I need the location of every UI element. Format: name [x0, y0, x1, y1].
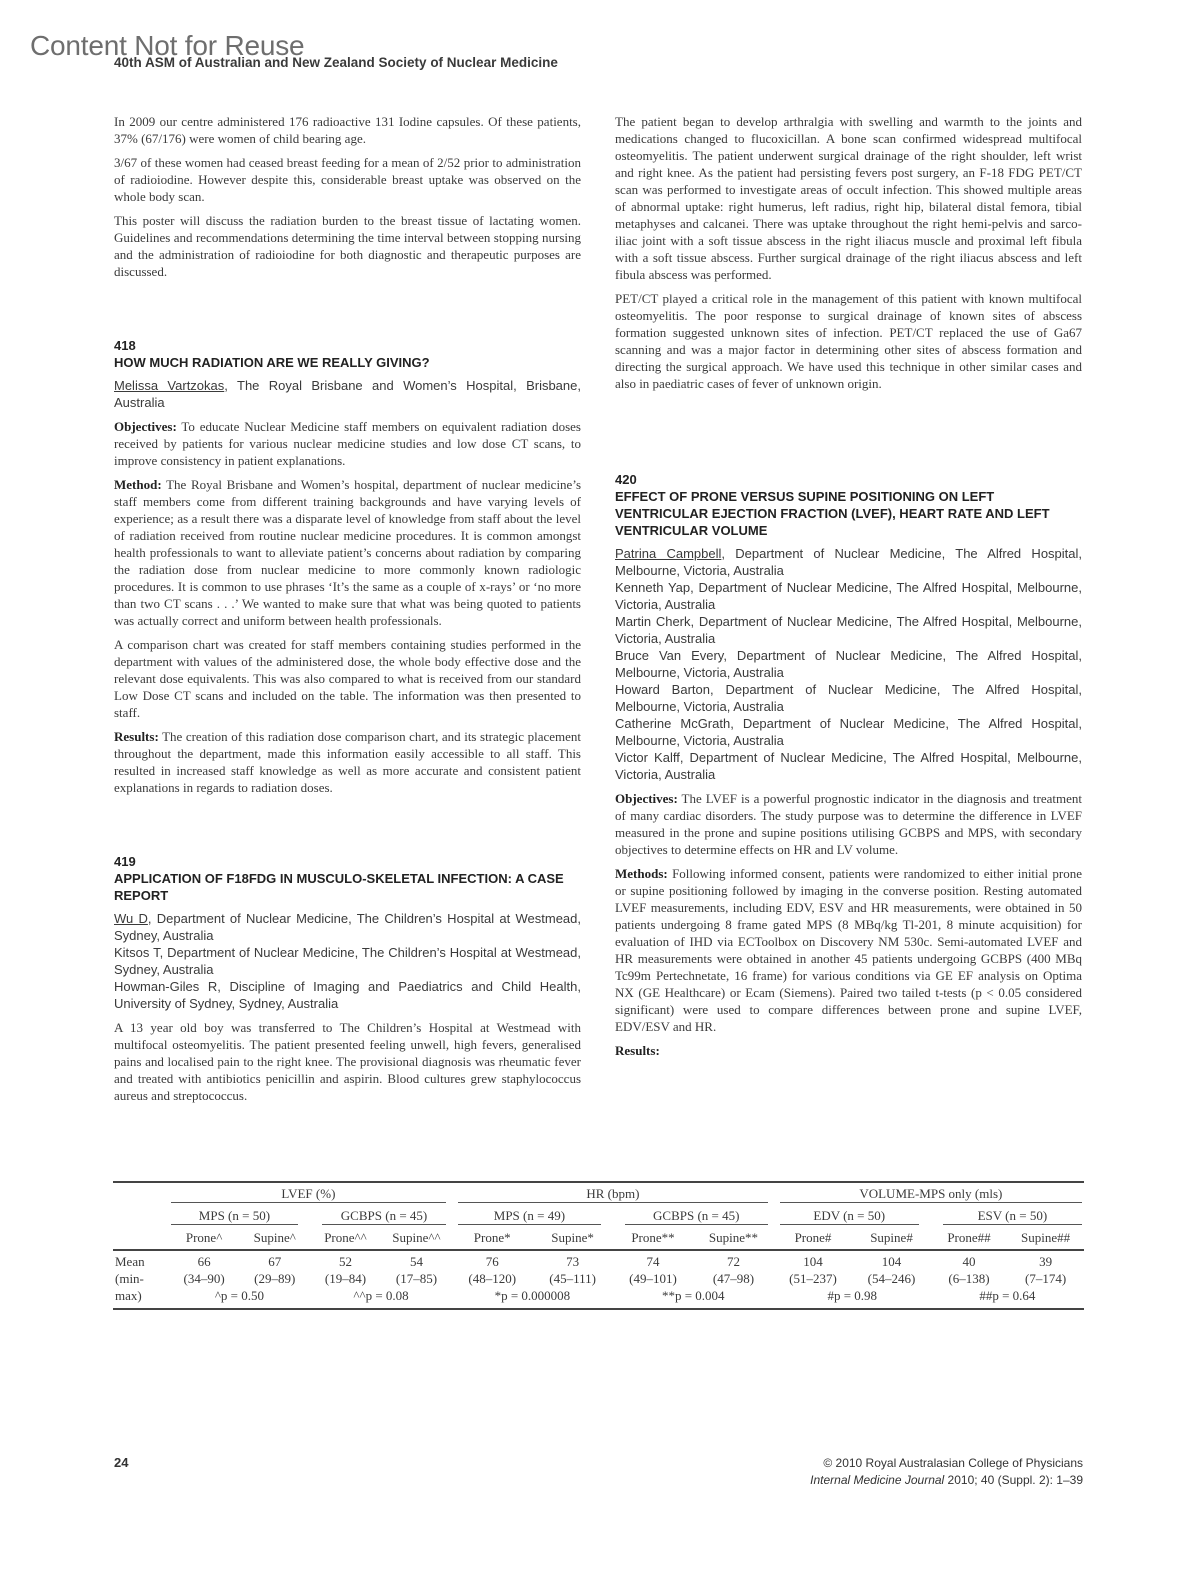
column-header: Supine^^ [381, 1227, 452, 1250]
table-row-range [113, 1271, 1084, 1288]
author-entry: Bruce Van Every, Department of Nuclear Medicine, The Alfred Hospital, Melbourne, Victoria, Australia [615, 648, 1082, 680]
abstract-title: EFFECT OF PRONE VERSUS SUPINE POSITIONING ON LEFT VENTRICULAR EJECTION FRACTION (LVEF), HEART RATE AND LEFT VENTRICULAR VOLUME [615, 489, 1050, 538]
watermark: Content Not for Reuse [30, 30, 305, 61]
p-value-cell: ##p = 0.64 [931, 1288, 1084, 1309]
method-text: The Royal Brisbane and Women’s hospital, department of nuclear medicine’s staff members come from different training backgrounds and have varying levels of experience; as a result there was a disparate level of knowledge from staff about the level of radiation received from routine nuclear medicine procedures. It is common amongst health professionals to want to alleviate patient’s concerns about radiation by comparing the radiation dose from nuclear medicine to more commonly known radiologic procedures. It is common to use phrases ‘It’s the same as a couple of x-rays’ or ‘no more than two CT scans . . .’ We wanted to make sure that what was being quoted to patients was actually correct and uniform between health professionals. [114, 477, 581, 628]
presenter-affiliation: , Department of Nuclear Medicine, The Children’s Hospital at Westmead, Sydney, Australia [114, 911, 581, 943]
body-paragraph: PET/CT played a critical role in the management of this patient with known multifocal osteomyelitis. The poor response to surgical drainage of known sites of abscess formation suggested unknown sites of infection. PET/CT replaced the use of Ga67 scanning and was a major factor in determining other sites of abscess formation and directing the surgical approach. We have used this technique in other similar cases and also in paediatric cases of fever of unknown origin. [615, 291, 1082, 391]
methods-label: Methods: [615, 866, 668, 881]
column-header: Prone^ [169, 1227, 240, 1250]
author-list [114, 910, 581, 1012]
column-group-header: HR (bpm) [458, 1186, 768, 1203]
range-cell: (34–90) [183, 1271, 225, 1286]
mean-cell: 74 [646, 1254, 660, 1269]
author-entry: Howman-Giles R, Discipline of Imaging and Paediatrics and Child Health, University of Sydney, Sydney, Australia [114, 979, 581, 1011]
author-entry: Howard Barton, Department of Nuclear Medicine, The Alfred Hospital, Melbourne, Victoria, Australia [615, 682, 1082, 714]
column-subgroup-header: GCBPS (n = 45) [625, 1208, 768, 1225]
range-cell: (54–246) [867, 1271, 916, 1286]
copyright-notice: © 2010 Royal Australasian College of Physicians [823, 1456, 1083, 1470]
results-label: Results: [114, 729, 159, 744]
methods-text: Following informed consent, patients were randomized to either initial prone or supine positioning followed by imaging in the converse position. Resting automated LVEF measurements, including EDV, ESV and HR measurements, were obtained in 50 patients undergoing 8 frame gated MPS (8 MBq/kg Tl-201, 8 minute acquisition) for evaluation of IHD via ECToolbox on Discovery NM 530c. Semi-automated LVEF and HR measurements were obtained in another 45 patients undergoing GCBPS (400 MBq Tc99m Pertechnetate, 16 frame) for various conditions via GE EF analysis on Optima NX (GE Healthcare) or Ecam (Siemens). Paired two tailed t-tests (p < 0.05 considered significant) were used to compare differences between prone and supine LVEF, EDV/ESV and HR. [615, 866, 1082, 1034]
page-number: 24 [114, 1455, 129, 1470]
abstract-420 [615, 471, 1082, 1059]
presenter-affiliation: , Department of Nuclear Medicine, The Alfred Hospital, Melbourne, Victoria, Australia [615, 546, 1083, 578]
intro-paragraph: 3/67 of these women had ceased breast feeding for a mean of 2/52 prior to administration of radioiodine. However despite this, considerable breast uptake was observed on the whole body scan. [114, 155, 581, 204]
column-header: Prone* [452, 1227, 532, 1250]
table-column-header-row [113, 1227, 1084, 1250]
table-header-subgroup-row [113, 1205, 1084, 1227]
author-entry: Martin Cherk, Department of Nuclear Medicine, The Alfred Hospital, Melbourne, Victoria, Australia [615, 614, 1082, 646]
objectives-text: To educate Nuclear Medicine staff members on equivalent radiation doses received by patients for various nuclear medicine studies and low dose CT scans, to improve consistency in patient explanations. [114, 419, 581, 468]
column-header: Supine# [852, 1227, 931, 1250]
mean-cell: 52 [338, 1254, 352, 1269]
column-subgroup-header: GCBPS (n = 45) [322, 1208, 446, 1225]
range-cell: (45–111) [549, 1271, 596, 1286]
abstract-418 [114, 337, 581, 796]
mean-cell: 39 [1039, 1254, 1053, 1269]
author-entry: Victor Kalff, Department of Nuclear Medicine, The Alfred Hospital, Melbourne, Victoria, Australia [615, 750, 1082, 782]
p-value-cell: **p = 0.004 [613, 1288, 774, 1309]
presenter-name: Wu D [114, 911, 148, 926]
mean-cell: 72 [726, 1254, 740, 1269]
objectives-label: Objectives: [114, 419, 177, 434]
results-table [113, 1181, 1084, 1310]
abstract-number: 420 [615, 472, 637, 487]
p-value-cell: #p = 0.98 [774, 1288, 931, 1309]
range-cell: (17–85) [395, 1271, 438, 1286]
methods-paragraph [615, 865, 1082, 1035]
column-header: Prone# [774, 1227, 853, 1250]
column-header: Supine^ [239, 1227, 310, 1250]
objectives-label: Objectives: [615, 791, 678, 806]
abstract-number: 419 [114, 854, 136, 869]
p-value-cell: ^p = 0.50 [169, 1288, 310, 1309]
abstract-title: HOW MUCH RADIATION ARE WE REALLY GIVING? [114, 355, 430, 370]
left-column [114, 113, 581, 1111]
presenter-affiliation: , The Royal Brisbane and Women’s Hospital, Brisbane, Australia [114, 378, 581, 410]
objectives-paragraph [615, 790, 1082, 858]
author-entry: Catherine McGrath, Department of Nuclear Medicine, The Alfred Hospital, Melbourne, Victoria, Australia [615, 716, 1082, 748]
intro-paragraph: In 2009 our centre administered 176 radioactive 131 Iodine capsules. Of these patients, 37% (67/176) were women of child bearing age. [114, 114, 581, 146]
column-group-header: VOLUME-MPS only (mls) [780, 1186, 1082, 1203]
author-list [114, 377, 581, 411]
body-paragraph: The patient began to develop arthralgia with swelling and warmth to the joints and medications changed to flucoxicillan. A bone scan confirmed widespread multifocal osteomyelitis. The patient underwent surgical drainage of the right shoulder, left wrist and right knee. As the patient had persisting fevers post surgery, an F-18 FDG PET/CT scan was performed to investigate areas of occult infection. This showed multiple areas of abnormal uptake: right humerus, left radius, right hip, bilateral distal femora, tibial metaphyses and calcanei. There was uptake throughout the right hemi-pelvis and sarco-iliac joint with a soft tissue abscess in the right iliacus muscle and proximal left fibula with a soft tissue abscess. Further surgical drainage of the right iliacus abscess and left fibula abscess was performed. [615, 114, 1082, 282]
method-label: Method: [114, 477, 162, 492]
mean-cell: 76 [485, 1254, 499, 1269]
method-paragraph [114, 476, 581, 629]
author-entry: Kitsos T, Department of Nuclear Medicine, The Children’s Hospital at Westmead, Sydney, Australia [114, 945, 581, 977]
row-label: (min- [115, 1271, 144, 1286]
range-cell: (47–98) [712, 1271, 755, 1286]
citation-details: 2010; 40 (Suppl. 2): 1–39 [944, 1473, 1083, 1487]
presenter-name: Patrina Campbell [615, 546, 722, 561]
author-entry: Kenneth Yap, Department of Nuclear Medicine, The Alfred Hospital, Melbourne, Victoria, Australia [615, 580, 1082, 612]
p-value-cell: ^^p = 0.08 [310, 1288, 452, 1309]
method-paragraph-2: A comparison chart was created for staff members containing studies performed in the department with values of the administered dose, the whole body effective dose and the relevant dose equivalents. This was also compared to what is received from our standard Low Dose CT scans and included on the table. The information was then presented to staff. [114, 637, 581, 720]
range-cell: (7–174) [1025, 1271, 1067, 1286]
row-label: max) [113, 1288, 169, 1309]
journal-citation [810, 1472, 1083, 1489]
range-cell: (6–138) [948, 1271, 990, 1286]
running-head: 40th ASM of Australian and New Zealand Society of Nuclear Medicine [114, 55, 558, 70]
range-cell: (51–237) [789, 1271, 837, 1286]
mean-cell: 40 [962, 1254, 976, 1269]
results-text: The creation of this radiation dose comparison chart, and its strategic placement throughout the department, made this information easily accessible to all staff. This resulted in increased staff knowledge as well as more accurate and consistent patient explanations in regards to radiation doses. [114, 729, 581, 795]
table-header-group-row [113, 1182, 1084, 1205]
column-subgroup-header: MPS (n = 49) [458, 1208, 601, 1225]
intro-paragraph: This poster will discuss the radiation burden to the breast tissue of lactating women. Guidelines and recommendations determining the time interval between stopping nursing and the administration of radioiodine for both diagnostic and therapeutic purposes are discussed. [114, 213, 581, 279]
column-group-header: LVEF (%) [171, 1186, 446, 1203]
column-header: Prone^^ [310, 1227, 381, 1250]
row-label: Mean [115, 1254, 145, 1269]
range-cell: (49–101) [629, 1271, 677, 1286]
p-value-cell: *p = 0.000008 [452, 1288, 613, 1309]
column-header: Supine** [693, 1227, 774, 1250]
objectives-text: The LVEF is a powerful prognostic indicator in the diagnosis and treatment of many cardiac disorders. The study purpose was to determine the difference in LVEF measured in the prone and supine positions utilising GCBPS and MPS, with secondary objectives to determine effects on HR and LV volume. [615, 791, 1082, 857]
abstract-number: 418 [114, 338, 136, 353]
mean-cell: 104 [803, 1254, 823, 1269]
column-header: Prone## [931, 1227, 1007, 1250]
right-column [615, 113, 1082, 1066]
journal-name: Internal Medicine Journal [810, 1473, 945, 1487]
body-paragraph: A 13 year old boy was transferred to The Children’s Hospital at Westmead with multifocal osteomyelitis. The patient presented feeling unwell, high fevers, generalised pains and localised pain to the right knee. The provisional diagnosis was rheumatic fever and treated with antibiotics penicillin and aspirin. Blood cultures grew staphylococcus aureus and streptococcus. [114, 1020, 581, 1103]
mean-cell: 73 [566, 1254, 580, 1269]
mean-cell: 66 [197, 1254, 211, 1269]
column-header: Supine## [1007, 1227, 1084, 1250]
column-subgroup-header: MPS (n = 50) [171, 1208, 298, 1225]
mean-cell: 104 [881, 1254, 902, 1269]
range-cell: (29–89) [254, 1271, 296, 1286]
table-row-p-values [113, 1288, 1084, 1309]
column-subgroup-header: EDV (n = 50) [780, 1208, 919, 1225]
column-header: Prone** [613, 1227, 693, 1250]
abstract-title: APPLICATION OF F18FDG IN MUSCULO-SKELETAL INFECTION: A CASE REPORT [114, 871, 564, 903]
range-cell: (48–120) [468, 1271, 517, 1286]
results-paragraph [615, 1042, 1082, 1059]
footer-citation [810, 1455, 1083, 1489]
mean-cell: 67 [268, 1254, 282, 1269]
column-subgroup-header: ESV (n = 50) [943, 1208, 1082, 1225]
objectives-paragraph [114, 418, 581, 469]
presenter-name: Melissa Vartzokas [114, 378, 225, 393]
mean-cell: 54 [409, 1254, 423, 1269]
results-label: Results: [615, 1043, 660, 1058]
table-row-mean [113, 1250, 1084, 1271]
range-cell: (19–84) [324, 1271, 367, 1286]
abstract-419 [114, 853, 581, 1104]
column-header: Supine* [532, 1227, 612, 1250]
author-list [615, 545, 1082, 783]
results-paragraph [114, 728, 581, 796]
